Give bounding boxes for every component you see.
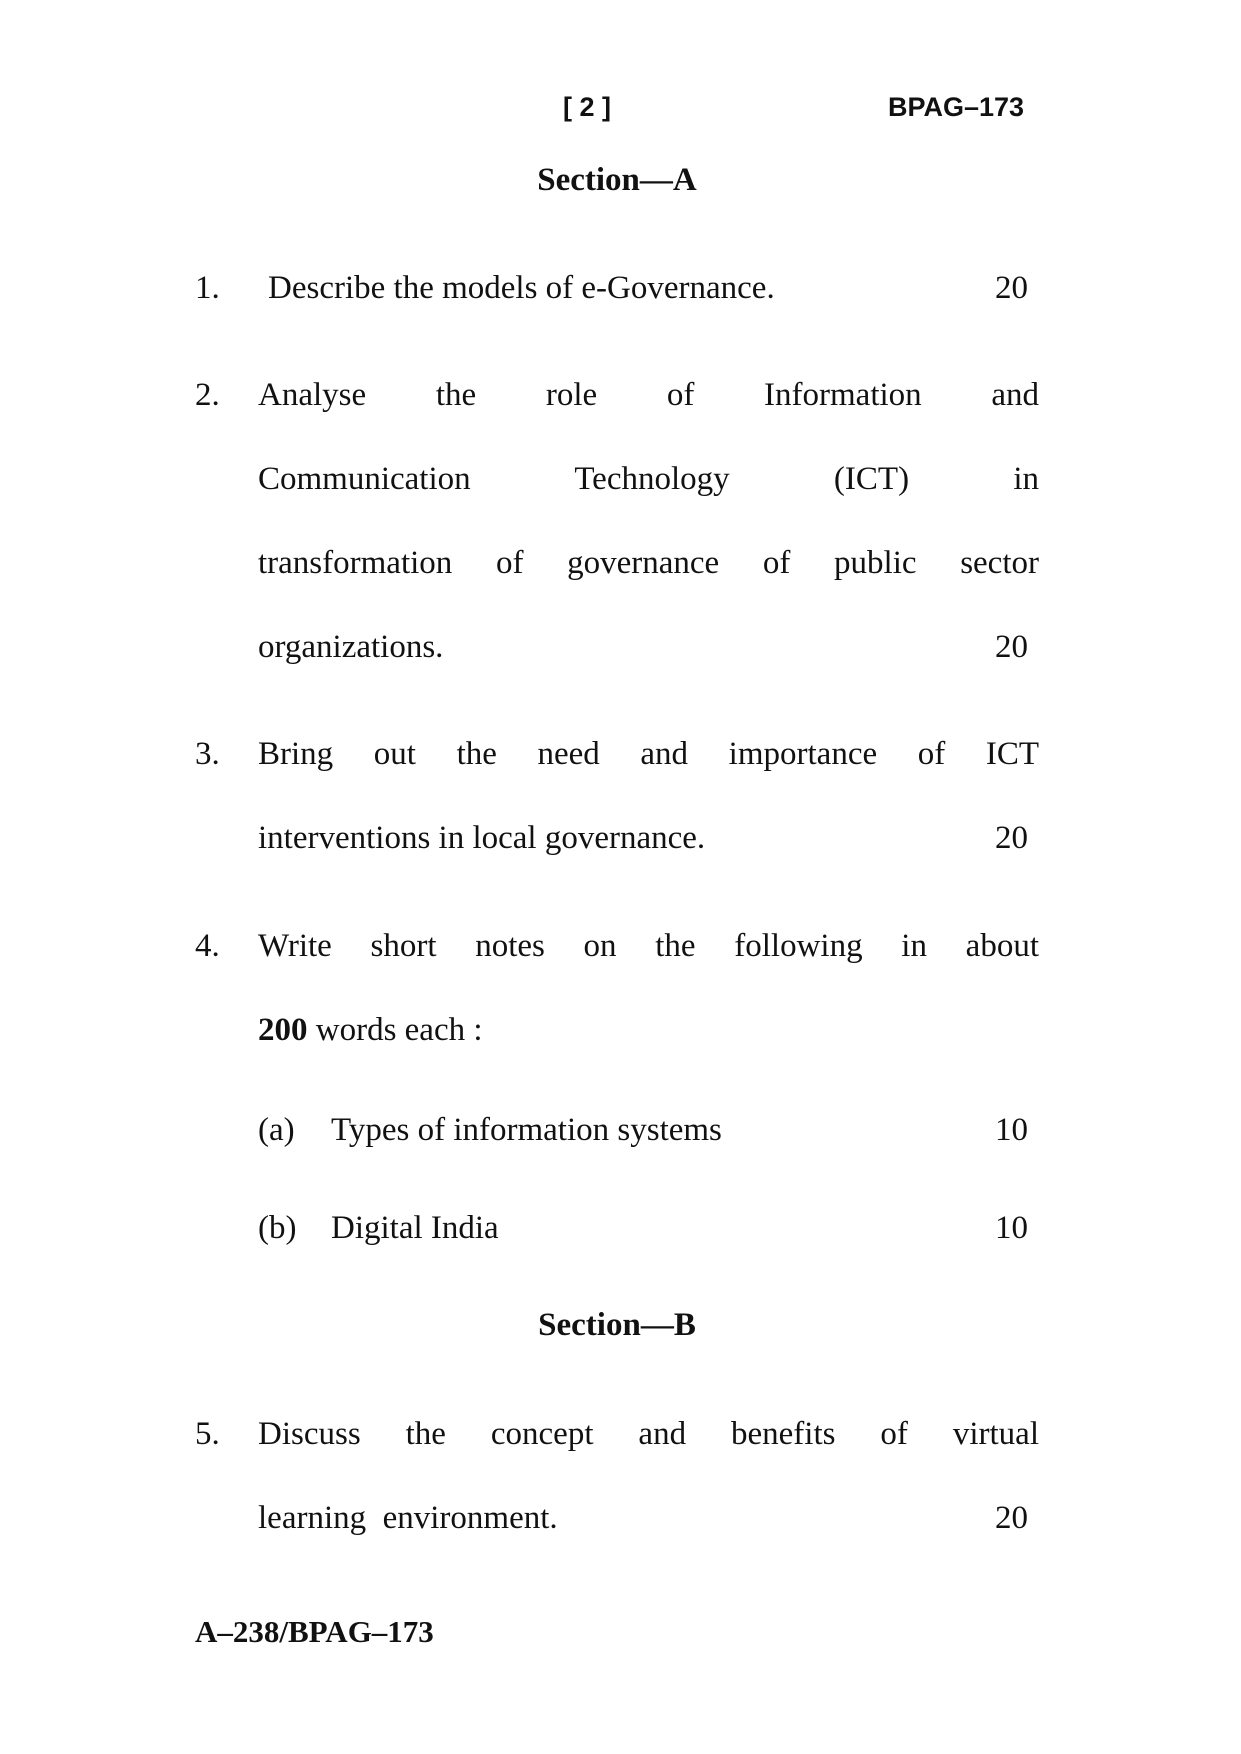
question-5-number: 5. [195, 1416, 220, 1452]
subquestion-a-text: Types of information systems [331, 1112, 722, 1148]
question-2-line-2: Communication Technology (ICT) in [258, 461, 1039, 497]
question-2-marks: 20 [995, 629, 1028, 665]
question-2-line-3: transformation of governance of public sector [258, 545, 1039, 581]
question-4-line-1: Write short notes on the following in about [258, 928, 1039, 964]
question-4-line-2 [258, 1012, 483, 1049]
word-count: 200 [258, 1012, 308, 1048]
subquestion-b-text: Digital India [331, 1210, 499, 1246]
question-5-line-2: learning environment. [258, 1500, 558, 1536]
question-3-marks: 20 [995, 820, 1028, 856]
footer-code: A–238/BPAG–173 [195, 1614, 434, 1649]
question-4-number: 4. [195, 928, 220, 964]
question-1-text: Describe the models of e-Governance. [268, 270, 775, 306]
section-b-title: Section—B [538, 1307, 696, 1343]
question-5-marks: 20 [995, 1500, 1028, 1536]
question-2-line-1: Analyse the role of Information and [258, 377, 1039, 413]
subquestion-a-marks: 10 [995, 1112, 1028, 1148]
question-3-number: 3. [195, 736, 220, 772]
page-number: [ 2 ] [563, 92, 612, 122]
question-3-line-1: Bring out the need and importance of ICT [258, 736, 1039, 772]
question-2-number: 2. [195, 377, 220, 413]
section-a-title: Section—A [537, 162, 697, 198]
question-1-number: 1. [195, 270, 220, 306]
question-5-line-1: Discuss the concept and benefits of virtual [258, 1416, 1039, 1452]
question-4-line-2-rest: words each : [307, 1012, 483, 1048]
subquestion-b-label: (b) [258, 1210, 297, 1246]
question-3-line-2: interventions in local governance. [258, 820, 706, 856]
question-1-marks: 20 [995, 270, 1028, 306]
question-2-line-4: organizations. [258, 629, 444, 665]
paper-code: BPAG–173 [888, 92, 1025, 122]
subquestion-a-label: (a) [258, 1112, 295, 1148]
subquestion-b-marks: 10 [995, 1210, 1028, 1246]
